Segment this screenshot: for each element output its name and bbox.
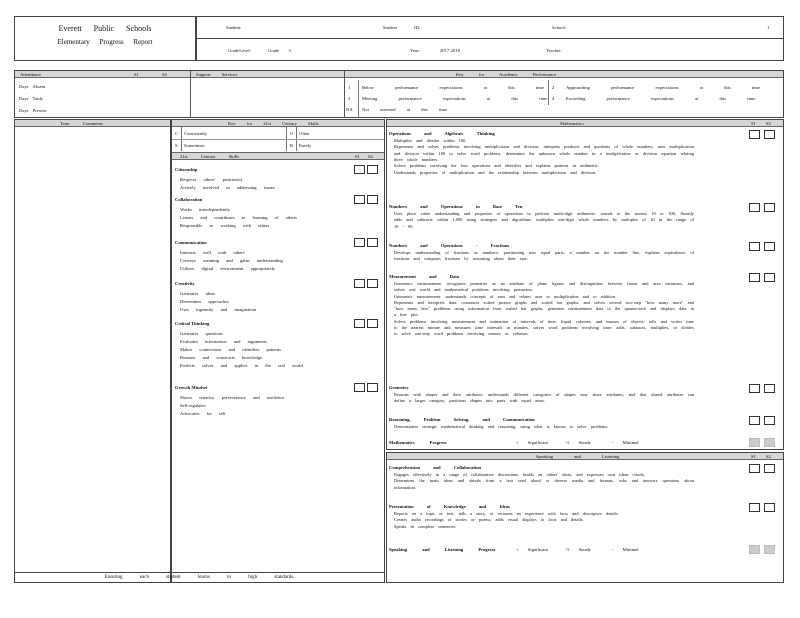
standard-heading: Presentation of Knowledge and Ideas [389,504,510,509]
s2-checkbox[interactable] [367,279,378,288]
progress-key: - Minimal [612,440,639,445]
standard-line: Reports on a topic or text, tells a story, or recounts an experience with facts and descriptive details. [394,511,619,516]
skill-group-heading: Collaboration [175,197,203,202]
attendance-s1: S1 [134,72,139,77]
skill-line: Works interdependently [180,207,230,212]
standard-line: Multiplies and divides within 100. [394,138,467,143]
standard-line: Solves problems involving measurement and estimation of intervals of time, liquid volumes, and masses of objects: tells and writes time to the nearest minute and measures time intervals in minutes, solves word problems involving time; adds, subtracts, multiplies, or divides to solve one-step word problems involving masses or volumes. [394,318,694,337]
progress-s1-box [749,438,760,447]
standard-heading: Numbers and Operations in Base Ten [389,204,523,209]
year-value: 2017-2018 [440,48,460,53]
math-title: Mathematics [560,121,584,126]
s2-checkbox[interactable] [367,165,378,174]
term-comments-box [14,119,171,583]
s2-checkbox[interactable] [367,383,378,392]
standard-line: Speaks in complete sentences. [394,523,457,529]
school-label: School: [552,25,567,30]
key-code: 3 [348,96,351,101]
standard-line: Creates audio recordings of stories or poems, adds visual displays to facts and details. [394,517,584,523]
skills-s2: S2 [368,154,373,159]
s1-checkbox[interactable] [749,242,760,251]
key21-code: O [290,131,294,136]
key-text: Approaching performance expectations at this time [566,85,761,90]
skill-line: Shows tenacity, perseverance and resilience [180,395,285,400]
standard-line: Geometric measurement: understands concepts of area and relates area to multiplication and to addition. [394,293,617,299]
s2-checkbox[interactable] [764,384,775,393]
standard-line: Engages effectively in a range of collaborative discussions, builds on others' ideas, and expresses own ideas clearly. [394,472,646,477]
header-divider [196,38,784,39]
key-code-divider [358,80,359,118]
attendance-divider [190,71,191,118]
grade-value: Grade 3 [268,48,291,53]
skill-line: Predicts solves and applies in the real world [180,363,303,368]
standard-heading: Measurement and Data [389,274,460,279]
s2-checkbox[interactable] [764,416,775,425]
key21-text: Rarely [299,143,312,148]
skill-line: Actively involved in addressing issues [180,185,275,190]
skill-group-heading: Citizenship [175,167,198,172]
s2-checkbox[interactable] [764,464,775,473]
key21-text: Often [299,131,310,136]
report-name: Elementary Progress Report [57,38,153,46]
math-s2: S2 [766,121,771,126]
s1-checkbox[interactable] [354,279,365,288]
key-text: Not assessed at this time [362,107,448,112]
s1-checkbox[interactable] [749,130,760,139]
attendance-row: Days Absent [19,84,46,89]
s1-checkbox[interactable] [749,416,760,425]
s1-checkbox[interactable] [749,203,760,212]
s1-checkbox[interactable] [354,165,365,174]
grade-level-label: GradeLevel: [228,48,251,53]
s2-checkbox[interactable] [764,273,775,282]
s1-checkbox[interactable] [749,464,760,473]
skill-group-heading: Creativity [175,281,195,286]
math-s1: S1 [751,121,756,126]
key21-title: Key for 21st Century Skills [228,121,319,126]
year-label: Year: [410,48,420,53]
attendance-title: Attendance [20,72,41,77]
standard-heading: Operations and Algebraic Thinking [389,131,495,136]
footer-text: Ensuring each student learns to high standards. [104,575,295,580]
progress-s1-box [749,545,760,554]
skill-line: Evaluates information and arguments [180,339,267,344]
skill-group-heading: Growth Mindset [175,385,208,390]
attendance-row: Days Present [19,108,47,113]
school-name: Everett Public Schools [58,24,152,33]
s2-checkbox[interactable] [367,238,378,247]
support-title: Support Services [196,72,238,77]
s2-checkbox[interactable] [367,319,378,328]
key21-row-line [172,139,384,140]
attendance-s2: S2 [162,72,167,77]
key21-text: Consistently [184,131,207,136]
skill-line: Generates ideas [180,291,215,296]
skill-line: Interacts well with others [180,250,245,255]
s1-checkbox[interactable] [749,273,760,282]
standard-line: Geometric measurement: recognizes perimeter as an attribute of plane figures and distinguishes between linear and area measures, and solves real world and mathematical problems involving perimeters. [394,281,694,293]
s2-checkbox[interactable] [764,203,775,212]
student-label: Student: [226,25,242,30]
key-code: 2 [552,85,555,90]
standard-heading: Comprehension and Collaboration [389,465,482,470]
key-code: 1 [348,85,351,90]
standard-line: Reasons with shapes and their attributes: understands different categories of shapes may share attributes, and that shared attributes can define a larger category, partitions shapes into parts with equal areas. [394,392,694,404]
progress-key: ½ Steady [566,440,592,445]
skill-line: Self-regulates [180,403,206,408]
key-academic-title: Key for Academic Performance [456,72,557,77]
key-text: Exceeding performance expectations at this time [566,96,756,101]
speaking-s1: S1 [751,454,756,459]
skill-line: Makes connections and identifies patterns [180,347,282,352]
skill-line: Utilizes digital environment appropriately [180,266,276,271]
skill-group-heading: Critical Thinking [175,321,210,326]
standard-line: Represents and solves problems involving multiplication and division, interprets products and quotients of whole numbers, uses multiplication and division within 100 to solve word problems, determines the unknown whole number in a multiplication or division equation relating three whole numbers. [394,144,694,162]
s2-checkbox[interactable] [367,195,378,204]
s1-checkbox[interactable] [749,384,760,393]
student-id-label: Student ID: [383,25,421,30]
attendance-header-bar [15,71,783,78]
progress-key: ½ Steady [566,547,592,552]
speaking-s2: S2 [766,454,771,459]
term-comments-title: Term Comments [60,121,103,126]
speaking-title: Speaking and Listening [536,454,620,459]
key-code-divider [548,80,549,105]
standard-line: Determines the main ideas and details from a text read aloud or diverse media and formats, asks and answers questions about information. [394,478,694,490]
standard-line: Represents and interprets data: constructs scaled picture graphs and scaled bar graphs, and solves several two-step "how many more" and "how many less" problems using information from scaled bar graphs, generates measurement data to the quarter-inch and displays data in a line plot. [394,299,694,318]
key21-code: S [175,143,178,148]
progress-key: + Significant [516,547,548,552]
s1-checkbox[interactable] [354,238,365,247]
attendance-row: Days Tardy [19,96,44,101]
key21-code: C [175,131,179,136]
skill-line: Reasons and constructs knowledge [180,355,263,360]
skill-line: Listens and contributes to learning of others [180,215,297,220]
support-divider [344,71,345,118]
standard-heading: Numbers and Operations - Fractions [389,243,510,248]
s2-checkbox[interactable] [764,130,775,139]
key21-text: Sometimes [184,143,205,148]
standard-line: Solves problems involving the four operations and identifies and explains patterns in arithmetic. [394,163,599,169]
s2-checkbox[interactable] [764,503,775,512]
page-number: 1 [767,25,770,30]
progress-label: Speaking and Listening Progress [389,547,496,552]
skill-line: Respects others' position(s) [180,177,243,182]
key21-code: R [290,143,294,148]
skill-line: Uses ingenuity and imagination [180,307,257,312]
skills-s1: S1 [355,154,360,159]
skill-line: Generates questions [180,331,223,336]
skill-line: Responsible to working with others [180,223,270,228]
teacher-label: Teacher: [546,48,562,53]
skill-line: Advocates for self [180,411,226,416]
progress-label: Mathematics Progress [389,440,447,445]
skill-group-heading: Communication [175,240,207,245]
key-code: 4 [552,96,555,101]
math-header [387,120,783,127]
standard-line: Demonstrates strategic mathematical thinking and reasoning, using what is known to solve problems. [394,424,609,429]
s1-checkbox[interactable] [354,319,365,328]
key-text: Below performance expectations at this time [362,85,545,90]
standard-line: Uses place value understanding and properties of operations to perform multi-digit arithmetic: rounds to the nearest 10 or 100, fluently adds and subtracts within 1,000 using strategies and algorithms, multiplies one-digit whole numbers by multiples of 10 in the range of 10 - 90. [394,211,694,229]
s1-checkbox[interactable] [749,503,760,512]
standard-heading: Geometry [389,385,409,390]
progress-key: - Minimal [612,547,639,552]
progress-s2-box [764,545,775,554]
skill-line: Determines approaches [180,299,229,304]
s1-checkbox[interactable] [354,195,365,204]
skill-line: Conveys meaning and gains understanding [180,258,283,263]
standard-line: Develops understanding of fractions as numbers: partitioning into equal parts, a number on the number line, explains equivalence of fractions and compares fractions by reasoning about their size. [394,250,694,262]
key-code: NA [346,107,353,112]
s2-checkbox[interactable] [764,242,775,251]
progress-s2-box [764,438,775,447]
skills-title: 21st Century Skills [180,154,240,159]
standard-line: Understands properties of multiplication and the relationship between multiplication and division. [394,169,597,175]
standard-heading: Reasoning, Problem Solving, and Communication [389,417,535,422]
s1-checkbox[interactable] [354,383,365,392]
key-text: Meeting performance expectations at this time [362,96,548,101]
progress-key: + Significant [516,440,548,445]
